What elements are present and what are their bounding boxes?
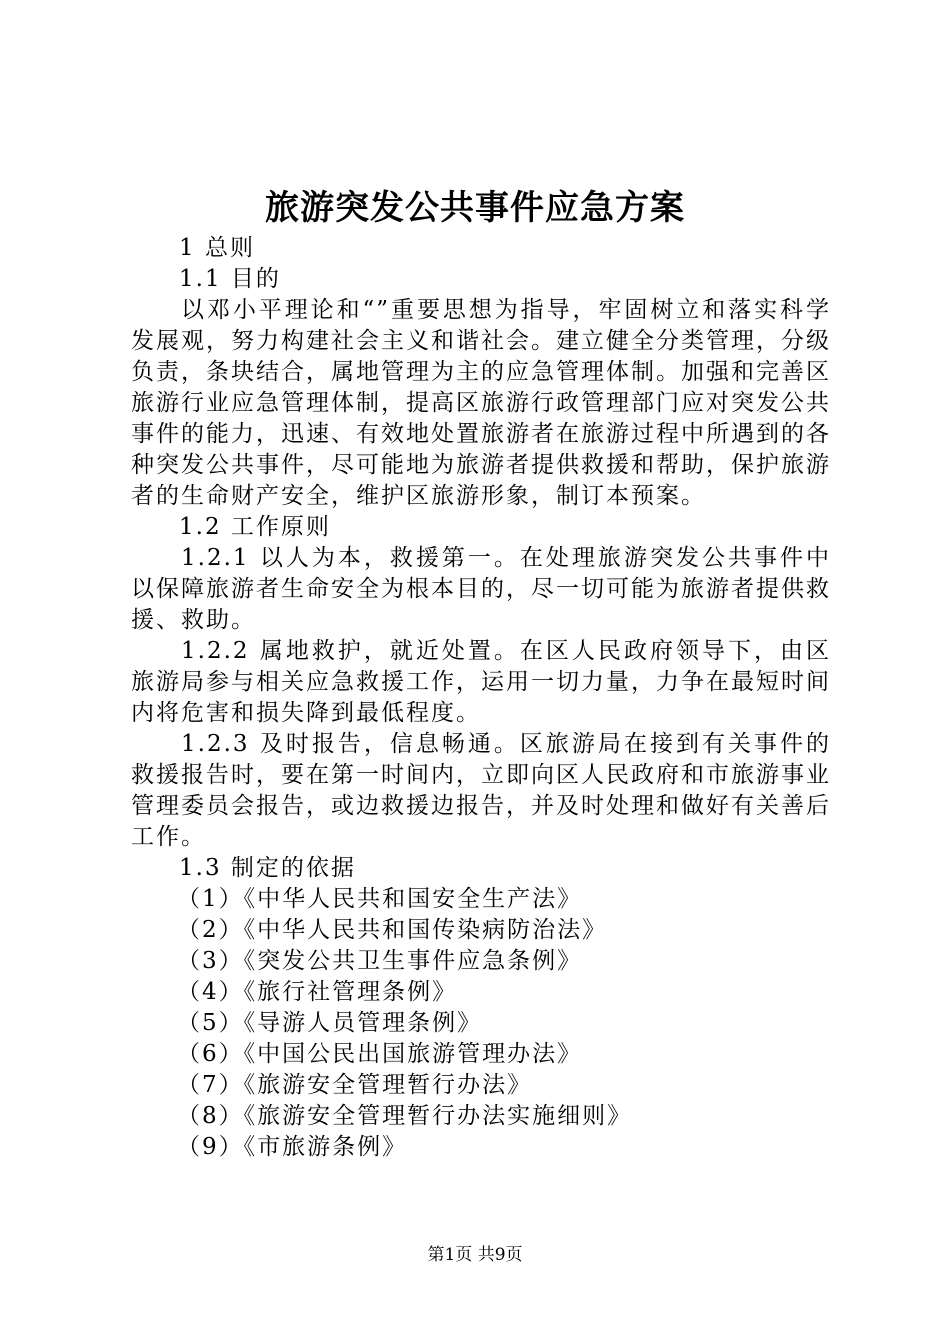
section-heading-basis: 1.3 制定的依据 [179,855,356,881]
paragraph-principle-1: 1.2.1 以人为本，救援第一。在处理旅游突发公共事件中以保障旅游者生命安全为根本目的，尽一切可能为旅游者提供救援、救助。 [131,545,831,633]
page-footer: 第1页 共9页 [427,1245,523,1265]
reference-item: （3）《突发公共卫生事件应急条例》 [177,948,583,974]
reference-item: （9）《市旅游条例》 [177,1134,408,1160]
reference-item: （8）《旅游安全管理暂行办法实施细则》 [177,1103,633,1129]
reference-item: （5）《导游人员管理条例》 [177,1010,483,1036]
reference-item: （4）《旅行社管理条例》 [177,979,458,1005]
reference-item: （6）《中国公民出国旅游管理办法》 [177,1041,583,1067]
document-title: 旅游突发公共事件应急方案 [265,188,685,228]
section-heading-principles: 1.2 工作原则 [179,514,331,540]
reference-list [131,884,831,1163]
section-heading-general: 1 总则 [179,235,255,261]
document-body [131,233,831,1163]
paragraph-purpose: 以邓小平理论和“”重要思想为指导，牢固树立和落实科学发展观，努力构建社会主义和谐社会。建立健全分类管理，分级负责，条块结合，属地管理为主的应急管理体制。加强和完善区旅游行业应急管理体制，提高区旅游行政管理部门应对突发公共事件的能力，迅速、有效地处置旅游者在旅游过程中所遇到的各种突发公共事件，尽可能地为旅游者提供救援和帮助，保护旅游者的生命财产安全，维护区旅游形象，制订本预案。 [131,297,831,509]
reference-item: （1）《中华人民共和国安全生产法》 [177,886,583,912]
section-heading-purpose: 1.1 目的 [179,266,281,292]
reference-item: （2）《中华人民共和国传染病防治法》 [177,917,608,943]
paragraph-principle-3: 1.2.3 及时报告，信息畅通。区旅游局在接到有关事件的救援报告时，要在第一时间内，立即向区人民政府和市旅游事业管理委员会报告，或边救援边报告，并及时处理和做好有关善后工作。 [131,731,831,850]
reference-item: （7）《旅游安全管理暂行办法》 [177,1072,533,1098]
paragraph-principle-2: 1.2.2 属地救护，就近处置。在区人民政府领导下，由区旅游局参与相关应急救援工作，运用一切力量，力争在最短时间内将危害和损失降到最低程度。 [131,638,831,726]
